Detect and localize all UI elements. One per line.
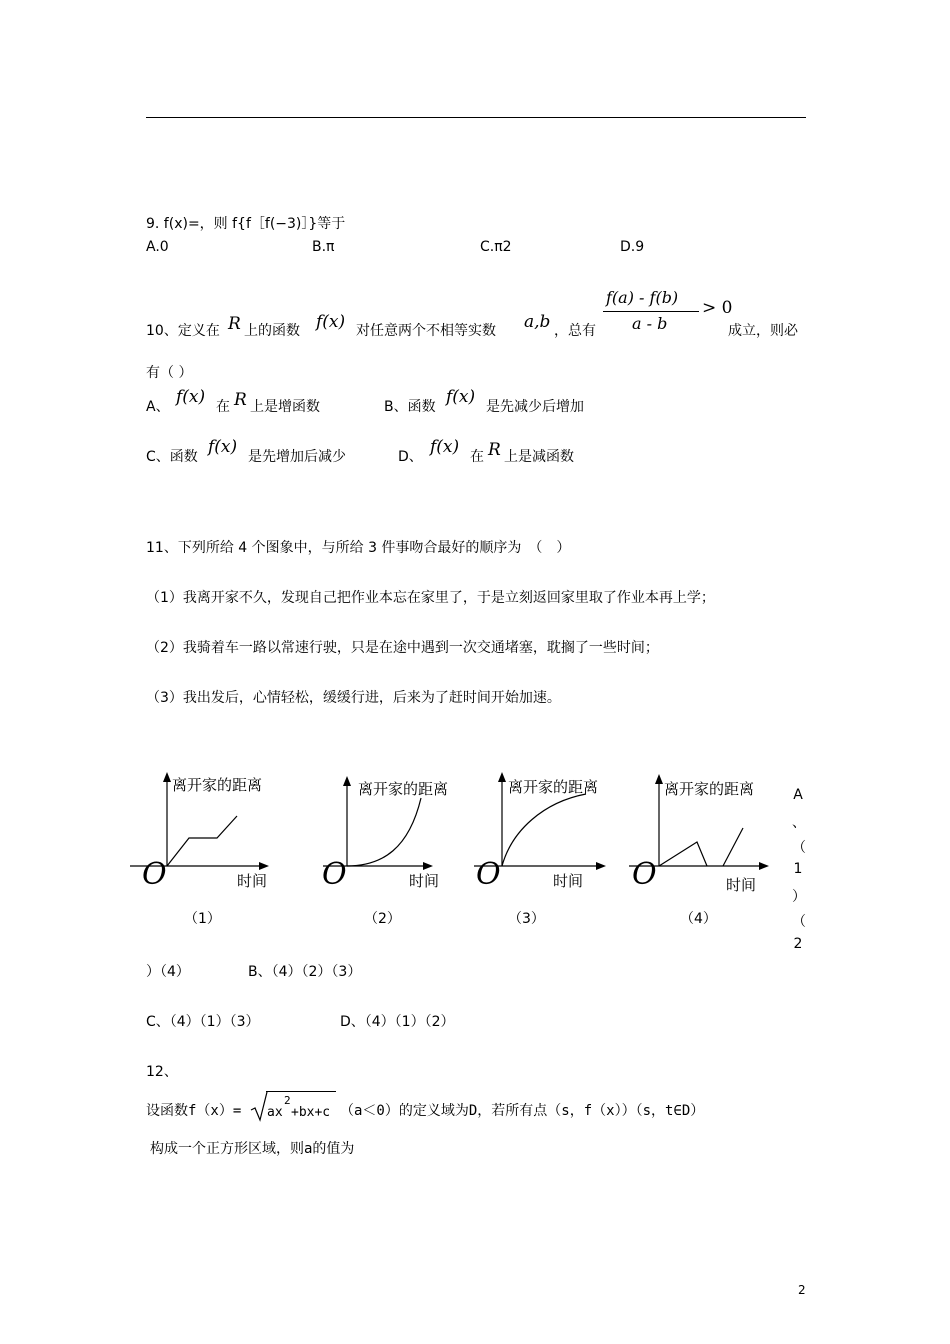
graph-1-curve [167, 816, 237, 866]
q11-option-a-v1: 、 [792, 815, 806, 831]
q12-number: 12、 [146, 1064, 178, 1080]
q11-option-a-cont: ）（4） [146, 964, 190, 980]
graph-2-origin: O [322, 857, 347, 892]
q10-option-c-fx: f(x) [208, 437, 238, 457]
q11-option-a-v0: A [793, 787, 803, 803]
q10-option-b-text: 是先减少后增加 [486, 399, 584, 415]
q11-stem: 11、下列所给 4 个图象中，与所给 3 件事吻合最好的顺序为 （ ） [146, 540, 571, 556]
q10-text-4: 成立，则必 [728, 323, 798, 339]
q11-event-2: （2）我骑着车一路以常速行驶，只是在途中遇到一次交通堵塞，耽搁了一些时间； [146, 640, 659, 656]
page-number: 2 [798, 1283, 806, 1297]
graph-4-curve-restart [723, 828, 743, 866]
q10-option-a-fx: f(x) [176, 387, 206, 407]
graph-3-origin: O [476, 857, 501, 892]
q11-option-d: D、（4）（1）（2） [340, 1014, 455, 1030]
q10-fraction-bar [603, 311, 699, 312]
q11-option-a-v5: （ [792, 914, 806, 930]
q10-option-a-text: 上是增函数 [250, 399, 320, 415]
q10-option-b-label: B、函数 [384, 399, 436, 415]
graph-4-caption: （4） [680, 911, 717, 927]
graph-2-curve [347, 798, 421, 866]
q10-option-a-in: 在 [216, 399, 230, 415]
q10-option-a-R: R [234, 390, 247, 410]
q11-option-b: B、（4）（2）（3） [248, 964, 362, 980]
q11-option-c: C、（4）（1）（3） [146, 1014, 260, 1030]
graph-2-ylabel: 离开家的距离 [358, 780, 449, 798]
q9-option-c: C.π2 [480, 239, 512, 255]
q10-option-b-fx: f(x) [446, 387, 476, 407]
q10-option-a-label: A、 [146, 399, 170, 415]
graph-4-ylabel: 离开家的距离 [664, 780, 755, 798]
q12-radicand-a: ax [267, 1105, 283, 1120]
q10-var-R: R [228, 314, 241, 334]
q12-radicand-b: +bx+c [291, 1105, 331, 1120]
q10-text-3: ，总有 [554, 323, 596, 339]
graph-3-ylabel: 离开家的距离 [508, 778, 599, 796]
q10-option-d-in: 在 [470, 449, 484, 465]
graph-4-curve-outbound [659, 842, 707, 866]
q12-sqrt-bar [266, 1091, 336, 1092]
q10-option-c-label: C、函数 [146, 449, 198, 465]
q11-event-1: （1）我离开家不久，发现自己把作业本忘在家里了，于是立刻返回家里取了作业本再上学； [146, 590, 715, 606]
graph-3-curve [502, 794, 586, 866]
graph-1-ylabel: 离开家的距离 [172, 776, 263, 794]
graph-1-caption: （1） [184, 911, 221, 927]
q10-line-2: 有（ ） [146, 365, 193, 381]
q10-ab: a,b [524, 312, 551, 332]
q10-text-1: 上的函数 [244, 323, 300, 339]
q11-event-3: （3）我出发后，心情轻松，缓缓行进，后来为了赶时间开始加速。 [146, 690, 561, 706]
q10-text-2: 对任意两个不相等实数 [356, 323, 496, 339]
graph-4-origin: O [632, 857, 657, 892]
q9-stem: 9. f(x)=，则 f{f［f(−3)］}等于 [146, 216, 346, 232]
q10-option-d-label: D、 [398, 449, 423, 465]
header-rule [146, 117, 806, 118]
graph-2-xlabel: 时间 [409, 872, 440, 890]
graph-1-xlabel: 时间 [237, 872, 268, 890]
q11-option-a-v3: 1 [793, 861, 803, 877]
q9-option-b: B.π [312, 239, 335, 255]
q10-lead: 10、定义在 [146, 323, 220, 339]
q12-line-2: 构成一个正方形区域，则a的值为 [150, 1141, 355, 1157]
q10-option-d-fx: f(x) [430, 437, 460, 457]
q12-function-post: （a＜0）的定义域为D，若所有点（s，f（x））（s，t∈D） [340, 1103, 705, 1119]
graph-1-origin: O [142, 857, 167, 892]
q12-radicand-exponent: 2 [284, 1094, 291, 1107]
q10-fraction-numerator: f(a) - f(b) [606, 288, 679, 307]
q9-option-a: A.0 [146, 239, 169, 255]
q9-option-d: D.9 [620, 239, 645, 255]
q10-greater-than-zero: > 0 [702, 298, 733, 318]
graph-3-xlabel: 时间 [553, 872, 584, 890]
q10-option-c-text: 是先增加后减少 [248, 449, 346, 465]
q10-option-d-text: 上是减函数 [504, 449, 574, 465]
graph-2-caption: （2） [364, 911, 401, 927]
graph-4-xlabel: 时间 [726, 876, 757, 894]
q11-option-a-v2: （ [792, 840, 806, 856]
q12-function-pre: 设函数f（x）= [146, 1103, 242, 1119]
q10-fraction-denominator: a - b [632, 314, 668, 333]
q10-fx: f(x) [316, 312, 346, 332]
q10-option-d-R: R [488, 440, 501, 460]
graph-3-caption: （3） [508, 911, 545, 927]
q11-option-a-v6: 2 [793, 936, 803, 952]
q11-option-a-v4: ） [792, 889, 806, 905]
